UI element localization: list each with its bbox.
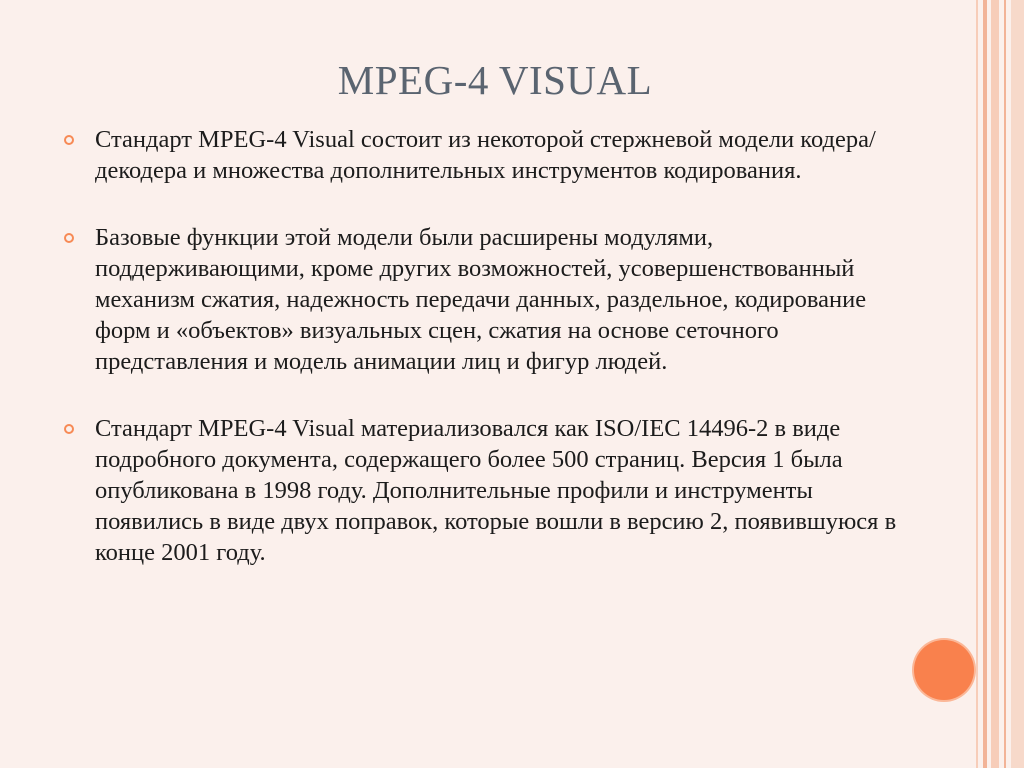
decor-stripe [991, 0, 999, 768]
decor-stripe [1004, 0, 1006, 768]
bullet-item [60, 413, 910, 568]
circle-outline-bullet-icon [64, 135, 74, 145]
decor-stripe [1011, 0, 1024, 768]
decor-stripe [983, 0, 987, 768]
circle-outline-bullet-icon [64, 233, 74, 243]
bullet-text: Базовые функции этой модели были расширены модулями, поддерживающими, кроме других возможностей, усовершенствованный механизм сжатия, надежность передачи данных, раздельное, кодирование форм и «объектов» визуальных сцен, сжатия на основе сеточного представления и модель анимации лиц и фигур людей. [95, 224, 867, 375]
bullet-text: Стандарт MPEG-4 Visual материализовался как ISO/IEC 14496-2 в виде подробного документа, содержащего более 500 страниц. Версия 1 была опубликована в 1998 году. Дополнительные профили и инструменты появились в виде двух поправок, которые вошли в версию 2, появившуюся в конце 2001 году. [95, 415, 897, 566]
bullet-item [60, 222, 910, 377]
circle-outline-bullet-icon [64, 424, 74, 434]
decor-stripe [976, 0, 978, 768]
orange-circle-decoration-icon [914, 640, 974, 700]
bullet-item [60, 124, 910, 186]
bullet-text: Стандарт MPEG-4 Visual состоит из некоторой стержневой модели кодера/декодера и множества дополнительных инструментов кодирования. [95, 126, 876, 184]
slide-title: MPEG-4 VISUAL [337, 57, 653, 103]
bullet-list [60, 124, 910, 568]
